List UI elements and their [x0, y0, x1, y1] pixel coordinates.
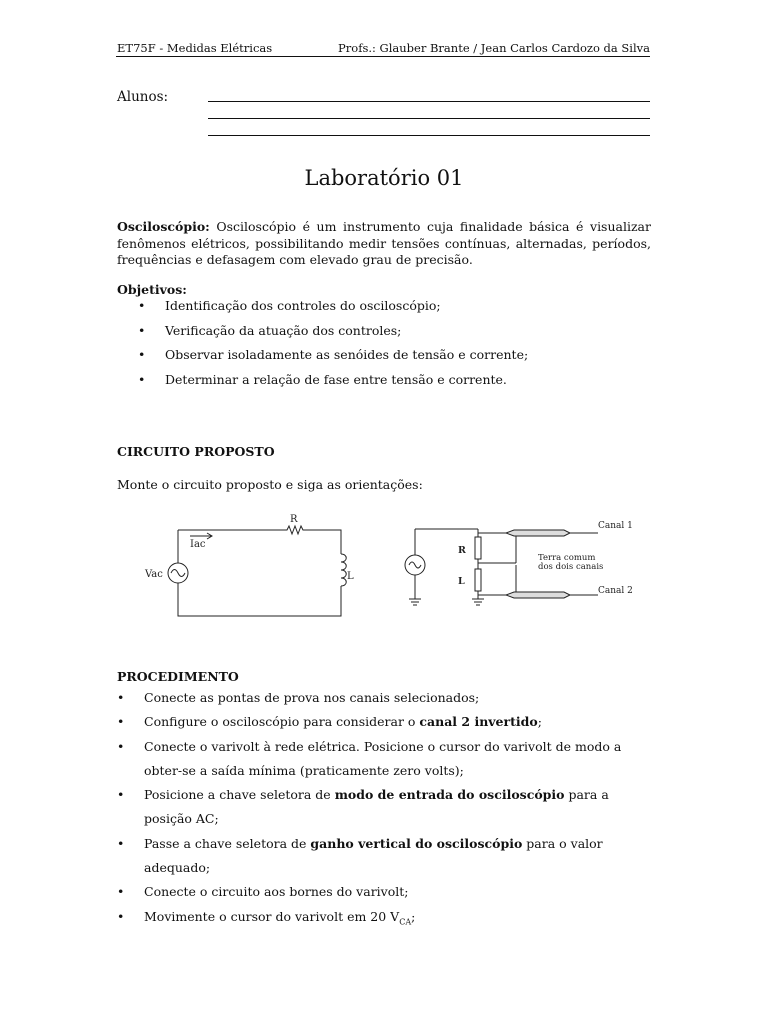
step-emphasis: ganho vertical do osciloscópio	[310, 835, 523, 851]
procedure-list	[117, 686, 657, 934]
procedure-heading: PROCEDIMENTO	[117, 669, 239, 684]
circuit-instruction: Monte o circuito proposto e siga as orientações:	[117, 477, 423, 492]
list-item	[117, 832, 657, 881]
list-item: • Identificação dos controles do osciloscópio;	[138, 298, 528, 323]
list-item: • Conecte as pontas de prova nos canais selecionados;	[117, 686, 657, 710]
step-text: para a posição AC;	[144, 787, 609, 827]
step-subscript: CA	[399, 917, 412, 927]
list-item	[117, 783, 657, 832]
objectives-heading: Objetivos:	[117, 282, 187, 297]
list-item: • Determinar a relação de fase entre tensão e corrente.	[138, 372, 528, 397]
list-item	[117, 710, 657, 734]
ground-label-line2: dos dois canais	[538, 562, 604, 572]
step-text: para o valor adequado;	[144, 835, 603, 876]
student-name-line	[208, 135, 650, 136]
header-course: ET75F - Medidas Elétricas	[117, 41, 273, 55]
intro-text: Osciloscópio é um instrumento cuja finalidade básica é visualizar fenômenos elétricos, possibilitando medir tensões contínuas, alternadas, períodos, frequências e defasagem com elevado grau de precisão.	[117, 219, 651, 267]
list-item: • Observar isoladamente as senóides de tensão e corrente;	[138, 347, 528, 372]
step-text: Passe a chave seletora de	[144, 835, 311, 851]
channel-1-label: Canal 1	[598, 521, 633, 531]
inductor-label: L	[347, 571, 354, 582]
intro-paragraph	[117, 219, 651, 269]
resistor-label: R	[290, 514, 298, 525]
step-emphasis: canal 2 invertido	[419, 714, 538, 730]
list-item: • Verificação da atuação dos controles;	[138, 323, 528, 348]
step-text: Posicione a chave seletora de	[144, 787, 335, 803]
rl-circuit-diagram	[140, 508, 360, 620]
header-professors: Profs.: Glauber Brante / Jean Carlos Cardozo da Silva	[338, 41, 650, 55]
list-item: • Conecte o varivolt à rede elétrica. Posicione o cursor do varivolt de modo a obter-se a saída mínima (praticamente zero volts);	[117, 735, 657, 784]
probe-connection-diagram	[398, 515, 638, 610]
list-item	[117, 905, 657, 935]
current-label: Iac	[190, 539, 206, 550]
step-text: ;	[411, 908, 416, 924]
inductor-label: L	[458, 576, 465, 587]
circuit-heading: CIRCUITO PROPOSTO	[117, 444, 275, 459]
students-label: Alunos:	[117, 89, 169, 105]
ground-label-line1: Terra comum	[538, 553, 596, 563]
source-label: Vac	[145, 569, 163, 580]
student-name-line	[208, 118, 650, 119]
step-text: Movimente o cursor do varivolt em 20 V	[144, 908, 400, 924]
objectives-list	[138, 298, 528, 396]
step-text: ;	[537, 714, 542, 730]
resistor-label: R	[458, 545, 466, 556]
channel-2-label: Canal 2	[598, 586, 633, 596]
student-name-line	[208, 101, 650, 102]
step-text: Configure o osciloscópio para considerar o	[144, 714, 420, 730]
page-title: Laboratório 01	[304, 166, 464, 190]
step-emphasis: modo de entrada do osciloscópio	[334, 787, 565, 803]
intro-term: Osciloscópio:	[117, 219, 210, 234]
list-item: • Conecte o circuito aos bornes do varivolt;	[117, 880, 657, 904]
header-divider	[116, 56, 650, 57]
